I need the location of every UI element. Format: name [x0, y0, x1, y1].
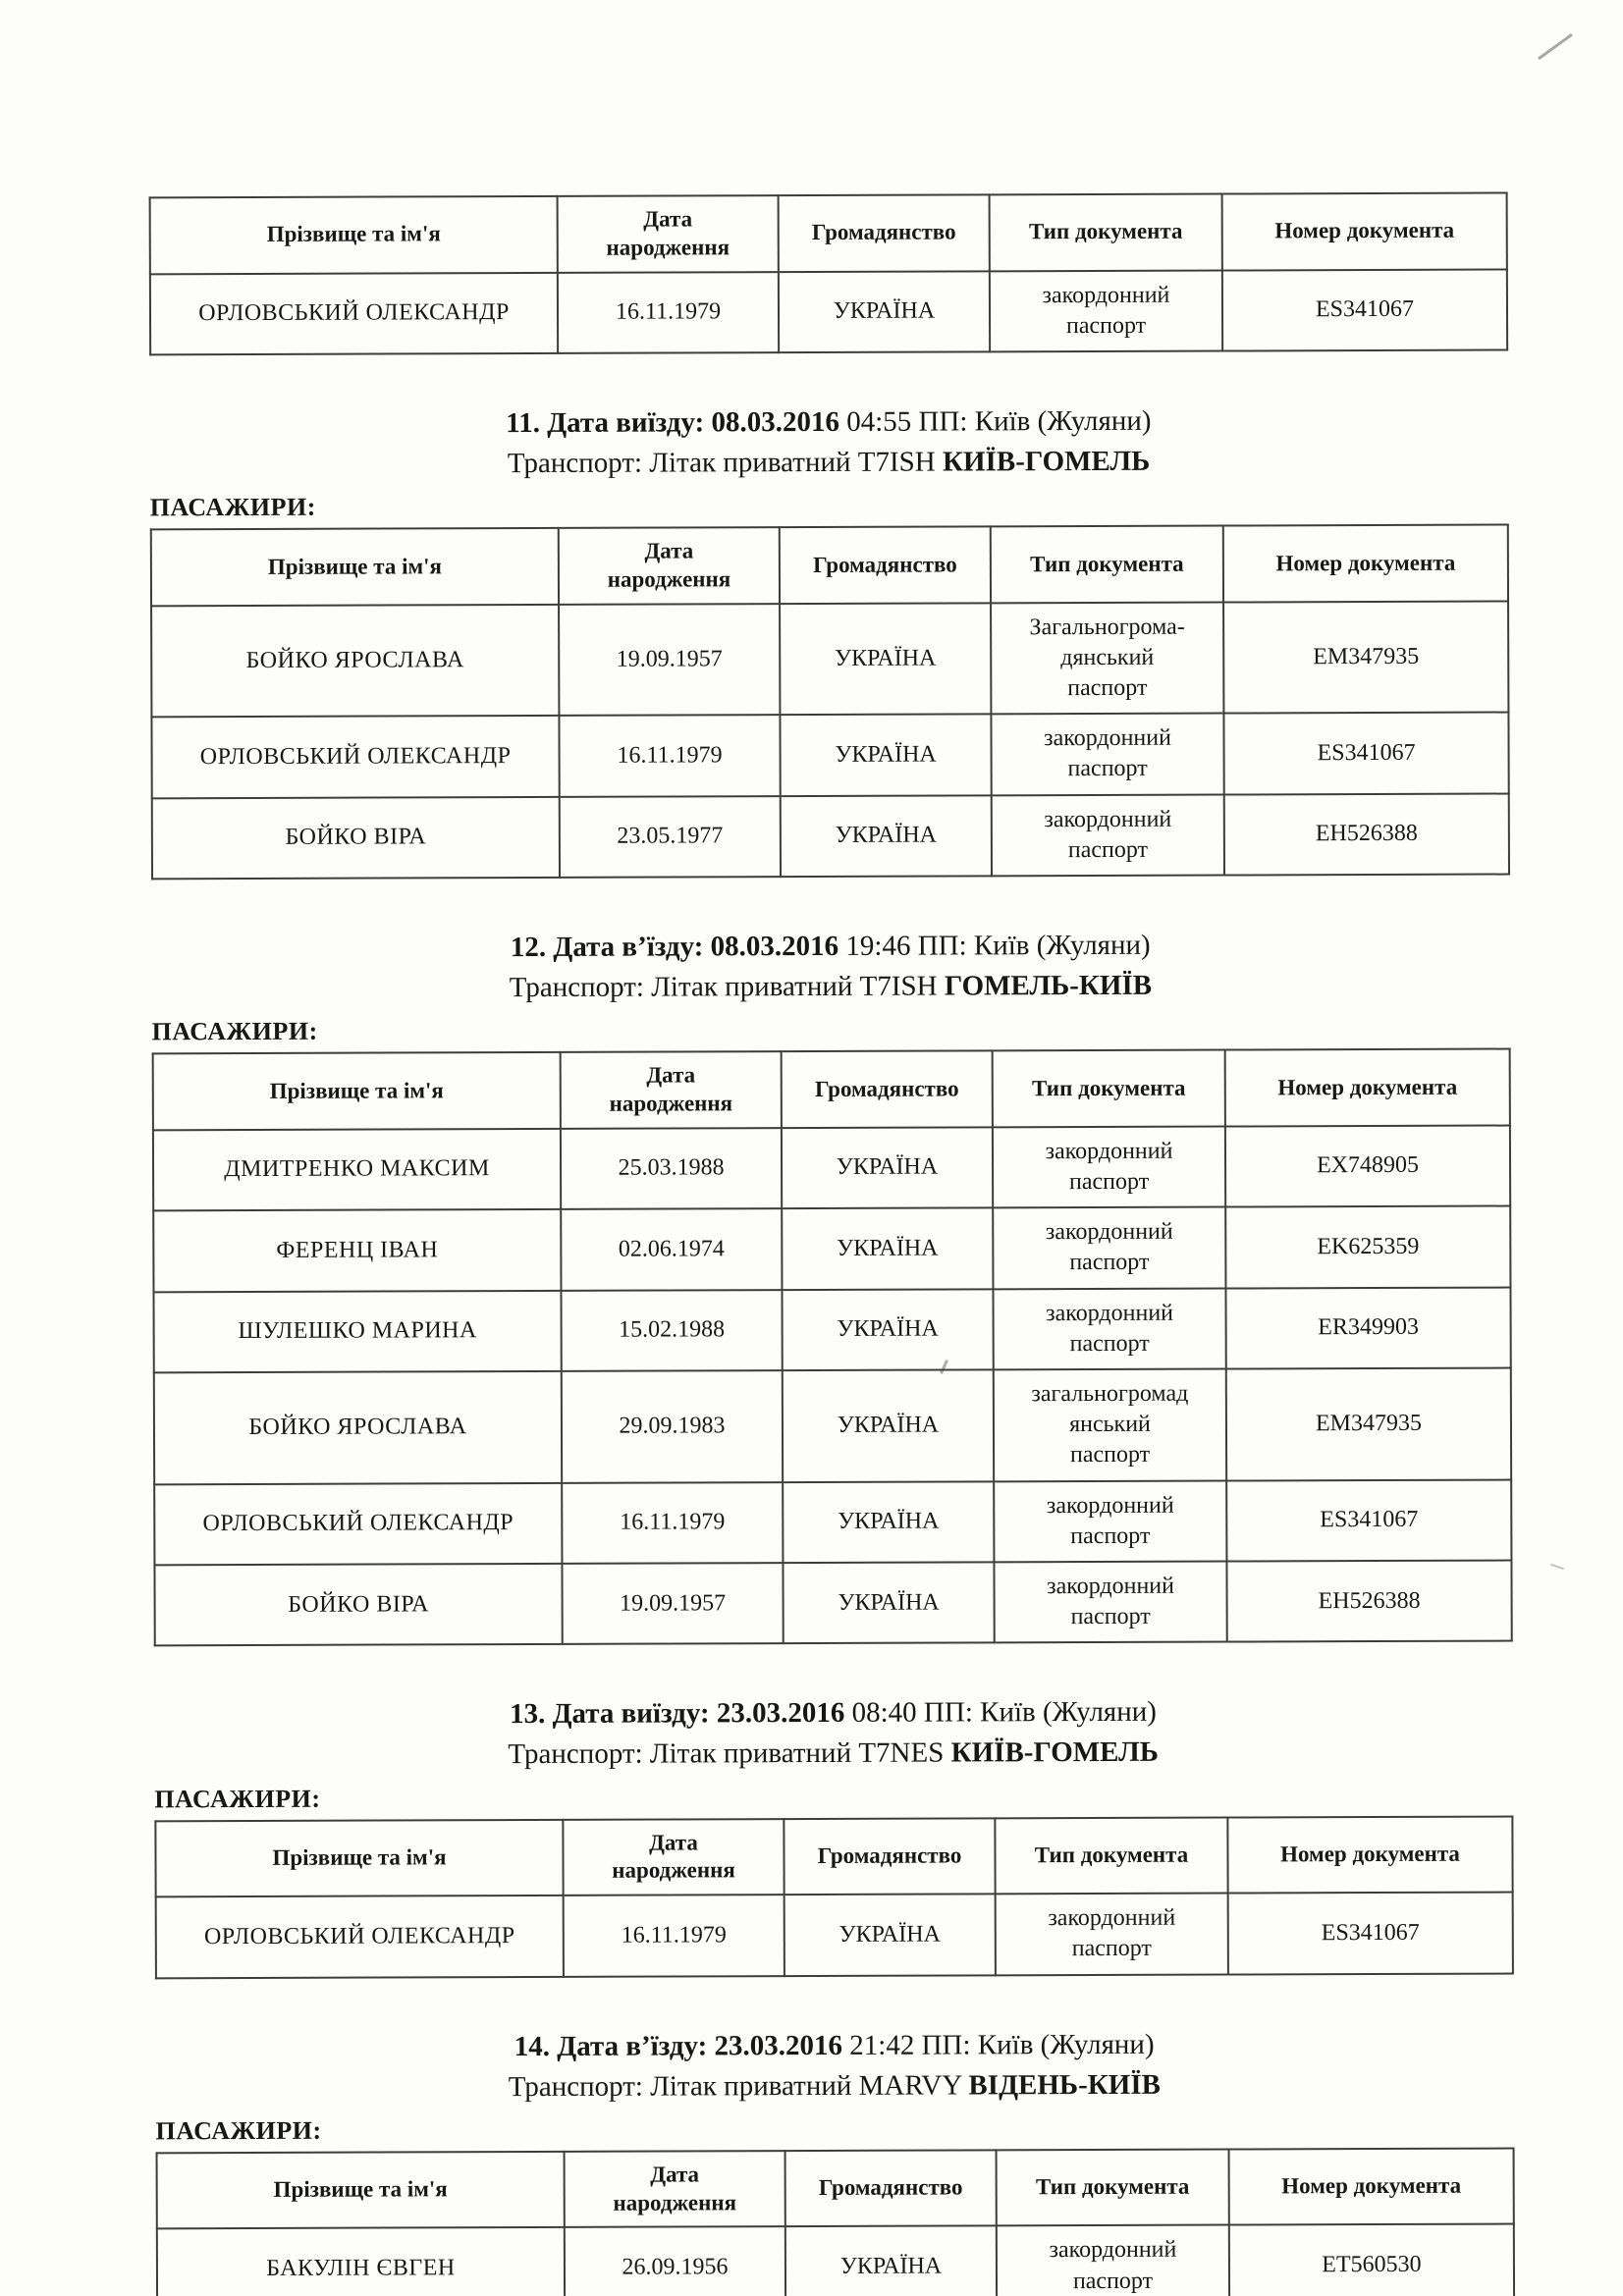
- table-header-row: [151, 525, 1508, 606]
- table-header-row: [150, 193, 1507, 274]
- section-heading-line1: [38, 924, 1622, 970]
- table-header-row: [155, 1816, 1512, 1896]
- passenger-row: [151, 601, 1508, 717]
- passenger-name-cell: БОЙКО ВІРА: [152, 797, 560, 880]
- heading-transport: Транспорт: Літак приватний T7ISH: [509, 970, 945, 1004]
- birth-date-cell: 25.03.1988: [561, 1128, 782, 1209]
- heading-route-bold: ГОМЕЛЬ-КИЇВ: [944, 969, 1153, 1002]
- table-header-cell: Тип документа: [993, 1050, 1225, 1127]
- document-number-cell: ES341067: [1223, 713, 1508, 794]
- table-header-cell: Тип документа: [997, 2149, 1229, 2225]
- table-header-cell: Громадянство: [780, 527, 991, 604]
- birth-date-cell: 16.11.1979: [558, 272, 779, 353]
- citizenship-cell: УКРАЇНА: [785, 2226, 997, 2296]
- heading-transport: Транспорт: Літак приватний T7NES: [508, 1736, 951, 1771]
- passenger-name-cell: ДМИТРЕНКО МАКСИМ: [153, 1129, 561, 1211]
- section-heading-line2: [41, 1732, 1623, 1778]
- table-header-cell: Номер документа: [1229, 2148, 1514, 2225]
- section-heading: [36, 400, 1620, 486]
- document-number-cell: ES341067: [1226, 1479, 1511, 1561]
- document-number-cell: ES341067: [1222, 269, 1507, 350]
- document-type-cell: закордонний паспорт: [993, 1207, 1225, 1289]
- citizenship-cell: УКРАЇНА: [780, 715, 991, 796]
- passengers-label: ПАСАЖИРИ:: [149, 492, 316, 522]
- birth-date-cell: 26.09.1956: [565, 2226, 785, 2296]
- table-header-cell: Прізвище та ім'я: [151, 528, 559, 606]
- table-header-cell: Дата народження: [558, 195, 779, 272]
- section-heading-line1: [41, 1690, 1623, 1736]
- table-header-cell: Прізвище та ім'я: [150, 196, 558, 274]
- document-number-cell: ER349903: [1225, 1287, 1510, 1368]
- heading-time-place: 08:40 ПП: Київ (Жуляни): [844, 1696, 1157, 1730]
- document-type-cell: закордонний паспорт: [993, 1126, 1225, 1207]
- document-type-cell: Загальногрома- дянський паспорт: [991, 602, 1223, 714]
- table-header-cell: Номер документа: [1227, 1816, 1512, 1894]
- citizenship-cell: УКРАЇНА: [782, 1208, 993, 1290]
- birth-date-cell: 19.09.1957: [562, 1563, 783, 1644]
- passenger-row: [154, 1560, 1511, 1645]
- table-header-cell: Дата народження: [559, 527, 780, 604]
- heading-transport: Транспорт: Літак приватний T7ISH: [507, 446, 944, 480]
- table-header-cell: Дата народження: [561, 1051, 782, 1128]
- table-header-cell: Номер документа: [1222, 193, 1507, 271]
- passenger-row: [157, 2224, 1514, 2296]
- heading-route-bold: КИЇВ-ГОМЕЛЬ: [950, 1736, 1159, 1769]
- section-11: [0, 400, 1622, 881]
- document-number-cell: EH526388: [1226, 1560, 1511, 1641]
- document-type-cell: закордонний паспорт: [991, 714, 1223, 795]
- passenger-name-cell: БОЙКО ВІРА: [154, 1564, 562, 1646]
- passenger-table: [156, 2147, 1516, 2296]
- document-number-cell: ET560530: [1229, 2224, 1514, 2296]
- table-header-cell: Тип документа: [991, 526, 1223, 603]
- section-heading-line2: [42, 2063, 1623, 2109]
- birth-date-cell: 23.05.1977: [560, 796, 781, 878]
- citizenship-cell: УКРАЇНА: [780, 603, 991, 715]
- heading-time-place: 04:55 ПП: Київ (Жуляни): [839, 404, 1152, 438]
- passengers-label: ПАСАЖИРИ:: [155, 2115, 322, 2146]
- passenger-table: [154, 1815, 1514, 1979]
- document-type-cell: закордонний паспорт: [996, 1894, 1228, 1975]
- passenger-name-cell: ОРЛОВСЬКИЙ ОЛЕКСАНДР: [150, 272, 558, 354]
- table-header-cell: Громадянство: [779, 194, 990, 271]
- citizenship-cell: УКРАЇНА: [782, 1127, 993, 1208]
- table-header-cell: Номер документа: [1225, 1049, 1510, 1127]
- birth-date-cell: 19.09.1957: [559, 604, 780, 716]
- heading-route-bold: КИЇВ-ГОМЕЛЬ: [942, 445, 1151, 478]
- heading-route-bold: ВІДЕНЬ-КИЇВ: [968, 2068, 1161, 2102]
- passenger-table: [150, 524, 1510, 881]
- table-header-cell: Прізвище та ім'я: [157, 2152, 565, 2229]
- document-type-cell: закордонний паспорт: [994, 1480, 1226, 1562]
- citizenship-cell: УКРАЇНА: [782, 1289, 993, 1370]
- section-14: [3, 2023, 1623, 2296]
- passenger-row: [151, 713, 1508, 798]
- section-12: [0, 924, 1623, 1647]
- table-header-cell: Прізвище та ім'я: [153, 1052, 561, 1130]
- document-number-cell: EM347935: [1223, 601, 1508, 714]
- citizenship-cell: УКРАЇНА: [783, 1369, 994, 1481]
- passenger-name-cell: БАКУЛІН ЄВГЕН: [157, 2227, 565, 2296]
- passenger-name-cell: БОЙКО ЯРОСЛАВА: [154, 1371, 562, 1484]
- table-header-cell: Прізвище та ім'я: [155, 1820, 563, 1897]
- citizenship-cell: УКРАЇНА: [781, 795, 992, 877]
- document-type-cell: закордонний паспорт: [994, 1561, 1226, 1642]
- top-continuation: [0, 191, 1620, 356]
- passenger-name-cell: ШУЛЕШКО МАРИНА: [153, 1291, 561, 1373]
- birth-date-cell: 16.11.1979: [564, 1895, 784, 1976]
- table-header-cell: Номер документа: [1223, 525, 1508, 603]
- document-type-cell: закордонний паспорт: [997, 2225, 1229, 2296]
- table-header-cell: Тип документа: [990, 194, 1222, 271]
- heading-date-bold: 13. Дата виїзду: 23.03.2016: [509, 1697, 845, 1731]
- document-number-cell: EK625359: [1225, 1206, 1510, 1288]
- heading-transport: Транспорт: Літак приватний MARVY: [508, 2069, 969, 2103]
- document-number-cell: EX748905: [1225, 1125, 1510, 1206]
- citizenship-cell: УКРАЇНА: [783, 1481, 994, 1563]
- citizenship-cell: УКРАЇНА: [783, 1562, 994, 1643]
- birth-date-cell: 16.11.1979: [559, 715, 780, 796]
- table-header-cell: Дата народження: [563, 1819, 784, 1896]
- document-type-cell: закордонний паспорт: [993, 1288, 1225, 1369]
- table-header-cell: Дата народження: [565, 2151, 785, 2227]
- table-header-cell: Громадянство: [782, 1051, 993, 1128]
- passenger-row: [153, 1125, 1510, 1210]
- passenger-name-cell: ОРЛОВСЬКИЙ ОЛЕКСАНДР: [156, 1896, 564, 1978]
- passenger-name-cell: БОЙКО ЯРОСЛАВА: [151, 605, 559, 718]
- document-type-cell: загальногромад янський паспорт: [994, 1369, 1226, 1481]
- heading-date-bold: 12. Дата в’їзду: 08.03.2016: [510, 930, 839, 964]
- table-header-cell: Громадянство: [784, 1818, 995, 1895]
- passenger-row: [152, 793, 1509, 879]
- passenger-name-cell: ОРЛОВСЬКИЙ ОЛЕКСАНДР: [154, 1482, 562, 1565]
- table-header-row: [153, 1049, 1510, 1130]
- document-number-cell: EM347935: [1226, 1368, 1511, 1481]
- birth-date-cell: 29.09.1983: [562, 1370, 783, 1482]
- section-heading-line2: [38, 964, 1622, 1010]
- passengers-label: ПАСАЖИРИ:: [151, 1017, 318, 1046]
- heading-date-bold: 14. Дата в’їзду: 23.03.2016: [514, 2029, 843, 2062]
- passenger-row: [153, 1287, 1510, 1372]
- table-header-cell: Тип документа: [995, 1817, 1227, 1894]
- passenger-row: [156, 1893, 1513, 1978]
- section-heading-line1: [36, 400, 1620, 446]
- passenger-row: [154, 1479, 1511, 1565]
- passenger-name-cell: ОРЛОВСЬКИЙ ОЛЕКСАНДР: [151, 716, 559, 798]
- document-number-cell: EH526388: [1224, 793, 1509, 875]
- passenger-row: [153, 1206, 1510, 1292]
- table-header-row: [157, 2148, 1514, 2228]
- document-number-cell: ES341067: [1228, 1893, 1513, 1974]
- table-header-cell: Громадянство: [785, 2150, 997, 2226]
- passenger-table: [149, 192, 1509, 356]
- section-heading-line2: [36, 440, 1620, 486]
- document-type-cell: закордонний паспорт: [992, 794, 1224, 876]
- birth-date-cell: 02.06.1974: [561, 1208, 782, 1290]
- citizenship-cell: УКРАЇНА: [779, 271, 990, 352]
- citizenship-cell: УКРАЇНА: [784, 1895, 996, 1976]
- section-heading-line1: [42, 2023, 1623, 2069]
- birth-date-cell: 15.02.1988: [561, 1290, 782, 1371]
- passenger-table: [152, 1048, 1513, 1647]
- section-heading: [38, 924, 1622, 1010]
- passenger-name-cell: ФЕРЕНЦ ІВАН: [153, 1209, 561, 1292]
- passengers-label: ПАСАЖИРИ:: [154, 1784, 321, 1813]
- section-heading: [42, 2023, 1623, 2109]
- heading-time-place: 21:42 ПП: Київ (Жуляни): [841, 2028, 1155, 2061]
- birth-date-cell: 16.11.1979: [562, 1482, 783, 1564]
- heading-time-place: 19:46 ПП: Київ (Жуляни): [839, 929, 1151, 962]
- document-type-cell: закордонний паспорт: [990, 270, 1222, 351]
- passenger-row: [150, 269, 1507, 354]
- passenger-row: [154, 1368, 1511, 1484]
- section-heading: [41, 1690, 1623, 1777]
- heading-date-bold: 11. Дата виїзду: 08.03.2016: [506, 405, 840, 439]
- section-13: [2, 1690, 1623, 1979]
